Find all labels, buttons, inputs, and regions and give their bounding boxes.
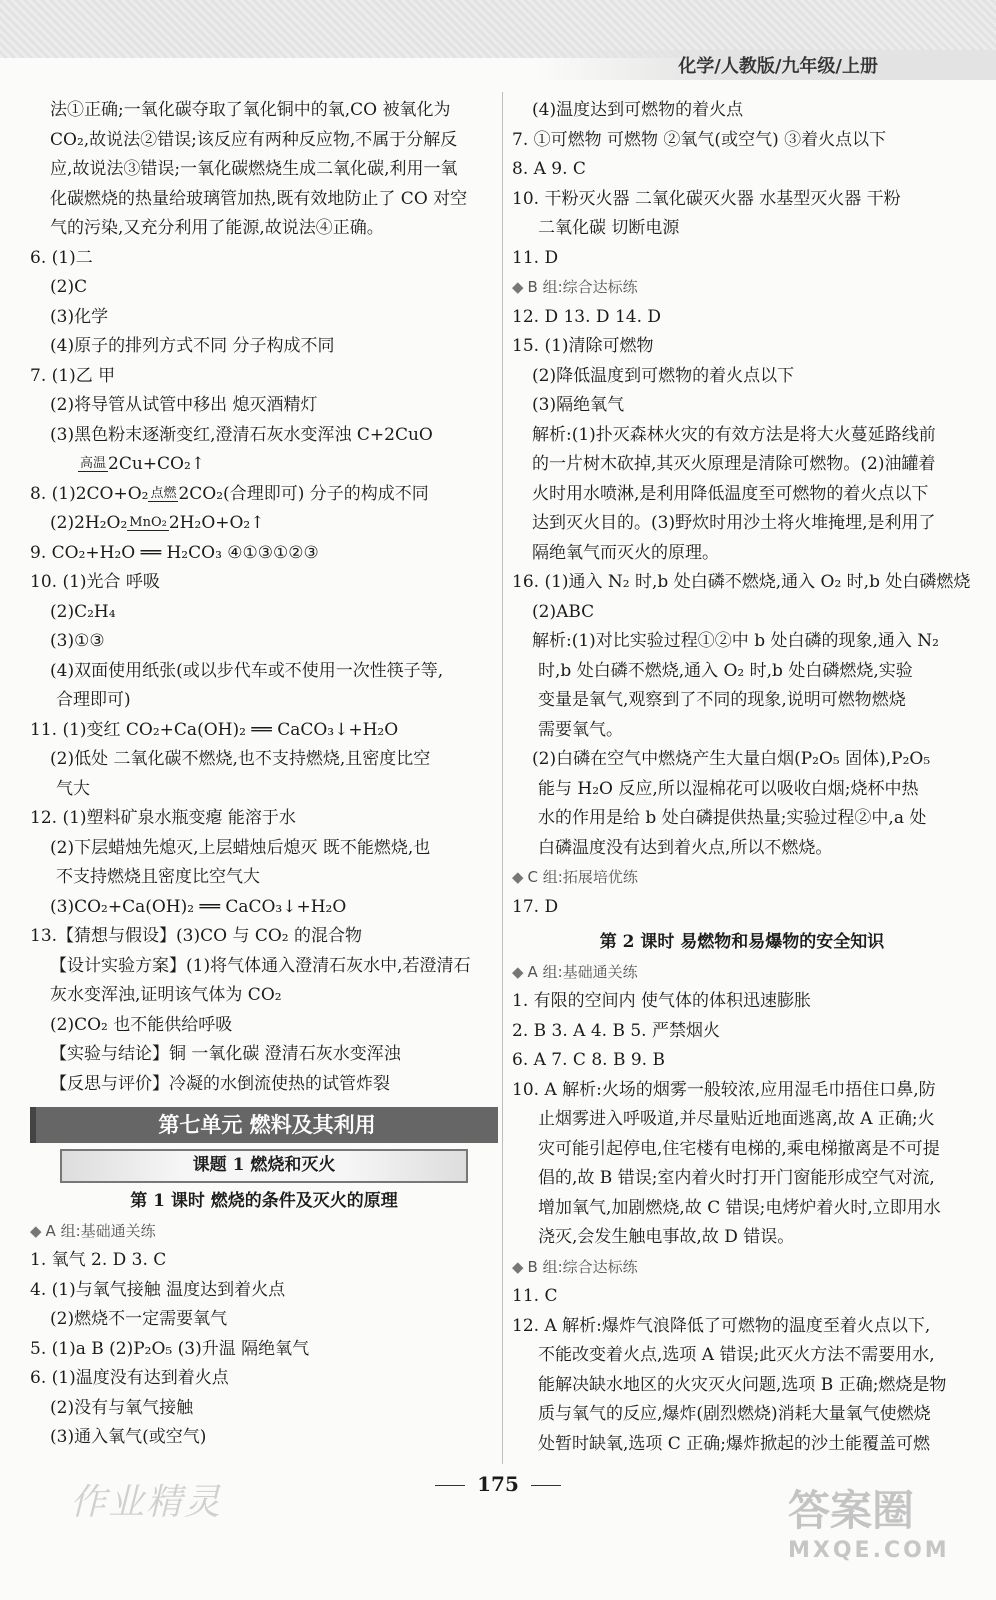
answer-line: 16. (1)通入 N₂ 时,b 处白磷不燃烧,通入 O₂ 时,b 处白磷燃烧 <box>512 572 971 592</box>
answer-line: 10. (1)光合 呼吸 <box>30 572 160 592</box>
answer-line: 能解决缺水地区的火灾灭火问题,选项 B 正确;燃烧是物 <box>538 1374 947 1395</box>
group-heading-a2: ◆ A 组:基础通关练 <box>512 962 638 981</box>
answer-line: 5. (1)a B (2)P₂O₅ (3)升温 隔绝氧气 <box>30 1338 310 1359</box>
answer-line: 二氧化碳 切断电源 <box>538 218 680 238</box>
left-answers-block-3 <box>30 1246 498 1453</box>
answer-line: (3)CO₂+Ca(OH)₂ ══ CaCO₃↓+H₂O <box>50 896 347 917</box>
right-answers-block-5 <box>512 1282 972 1459</box>
dash-left <box>435 1485 465 1486</box>
answer-line: 合理即可) <box>56 690 131 710</box>
answer-line: 13.【猜想与假设】(3)CO 与 CO₂ 的混合物 <box>30 926 363 946</box>
unit-title: 第七单元 燃料及其利用 <box>30 1107 498 1143</box>
answer-line: 应,故说法③错误;一氧化碳燃烧生成二氧化碳,利用一氧 <box>50 159 458 179</box>
answer-line: CO₂,故说法②错误;该反应有两种反应物,不属于分解反 <box>50 129 458 150</box>
equation-line-7: 高温 2Cu+CO₂↑ <box>80 454 206 474</box>
answer-line: 的一片树木砍掉,其灭火原理是清除可燃物。(2)油罐着 <box>532 454 936 474</box>
answer-line: 化碳燃烧的热量给玻璃管加热,既有效地防止了 CO 对空 <box>50 188 468 209</box>
answer-line: 灰水变浑浊,证明该气体为 CO₂ <box>50 985 282 1005</box>
right-answers-block-3 <box>512 893 972 923</box>
answer-line: 17. D <box>512 896 559 917</box>
answer-line: 【设计实验方案】(1)将气体通入澄清石灰水中,若澄清石 <box>50 955 471 976</box>
header-breadcrumb-band <box>536 50 996 80</box>
answer-line: (2)ABC <box>532 601 595 622</box>
answer-line: 4. (1)与氧气接触 温度达到着火点 <box>30 1279 286 1300</box>
dash-right <box>531 1485 561 1486</box>
answer-line: 7. (1)乙 甲 <box>30 365 116 386</box>
diamond-icon: ◆ <box>512 278 524 296</box>
answer-line: 隔绝氧气而灭火的原理。 <box>532 542 719 563</box>
answer-line: 10. 干粉灭火器 二氧化碳灭火器 水基型灭火器 干粉 <box>512 188 901 209</box>
answer-line: (3)①③ <box>50 631 105 651</box>
answer-line: 法①正确;一氧化碳夺取了氧化铜中的氧,CO 被氧化为 <box>50 100 451 120</box>
watermark-text-bottom: MXQE.COM <box>788 1538 950 1563</box>
answer-line: (3)化学 <box>50 306 109 327</box>
period-title-2: 第 2 课时 易燃物和易爆物的安全知识 <box>599 932 885 952</box>
left-answers-block-1 <box>30 96 498 450</box>
answer-line: 变量是氧气,观察到了不同的现象,说明可燃物燃烧 <box>538 690 906 710</box>
watermark-logo-left: 作业精灵 <box>70 1482 223 1523</box>
answer-line: 处暂时缺氧,选项 C 正确;爆炸掀起的沙土能覆盖可燃 <box>538 1433 930 1454</box>
group-heading-b: ◆ B 组:综合达标练 <box>512 278 638 296</box>
answer-line: (2)降低温度到可燃物的着火点以下 <box>532 365 795 386</box>
lesson-title: 课题 1 燃烧和灭火 <box>60 1149 468 1183</box>
answer-line: (2)CO₂ 也不能供给呼吸 <box>50 1014 233 1035</box>
answer-line: 12. A 解析:爆炸气浪降低了可燃物的温度至着火点以下, <box>512 1315 931 1336</box>
answer-line: 火时用水喷淋,是利用降低温度至可燃物的着火点以下 <box>532 483 929 504</box>
group-heading-c: ◆ C 组:拓展培优练 <box>512 868 638 886</box>
reaction-condition: 高温 <box>80 456 107 471</box>
watermark-text-top: 答案圈 <box>788 1486 915 1535</box>
answer-line: 11. (1)变红 CO₂+Ca(OH)₂ ══ CaCO₃↓+H₂O <box>30 719 399 740</box>
answer-line: 1. 有限的空间内 使气体的体积迅速膨胀 <box>512 991 812 1011</box>
answer-line: 质与氧气的反应,爆炸(剧烈燃烧)消耗大量氧气使燃烧 <box>538 1404 931 1424</box>
answer-line: 浇灭,会发生触电事故,故 D 错误。 <box>538 1227 795 1247</box>
answer-line: 9. CO₂+H₂O ══ H₂CO₃ ④①③①②③ <box>30 542 319 563</box>
left-column <box>30 96 498 1453</box>
answer-line: (4)双面使用纸张(或以步代车或不使用一次性筷子等, <box>50 660 444 681</box>
answer-line: 白磷温度没有达到着火点,所以不燃烧。 <box>538 837 833 858</box>
diamond-icon: ◆ <box>512 868 524 886</box>
answer-line: (3)隔绝氧气 <box>532 395 625 415</box>
answer-line: 止烟雾进入呼吸道,并尽量贴近地面逃离,故 A 正确;火 <box>538 1109 935 1129</box>
answer-line: 【实验与结论】铜 一氧化碳 澄清石灰水变浑浊 <box>50 1044 401 1064</box>
answer-line: (2)下层蜡烛先熄灭,上层蜡烛后熄灭 既不能燃烧,也 <box>50 837 431 858</box>
left-answers-block-2 <box>30 539 498 1100</box>
answer-line: (2)C₂H₄ <box>50 601 116 622</box>
answer-line: (2)C <box>50 277 88 297</box>
answer-line: 能与 H₂O 反应,所以湿棉花可以吸收白烟;烧杯中热 <box>538 778 919 799</box>
answer-line: 不能改变着火点,选项 A 错误;此灭火方法不需要用水, <box>538 1345 935 1365</box>
reaction-condition: MnO₂ <box>129 515 167 530</box>
equation-line-8a: 8. (1)2CO+O₂ 点燃 2CO₂(合理即可) 分子的构成不同 <box>30 483 429 504</box>
answer-line: 时,b 处白磷不燃烧,通入 O₂ 时,b 处白磷燃烧,实验 <box>538 660 913 681</box>
answer-line: 灾可能引起停电,住宅楼有电梯的,乘电梯撤离是不可提 <box>538 1138 940 1159</box>
answer-line: 气大 <box>56 778 90 799</box>
right-answers-block-4 <box>512 987 972 1253</box>
answer-line: 6. A 7. C 8. B 9. B <box>512 1050 665 1070</box>
answer-line: (2)将导管从试管中移出 熄灭酒精灯 <box>50 395 318 415</box>
group-heading-a: ◆ A 组:基础通关练 <box>30 1221 156 1240</box>
right-answers-block-2 <box>512 303 972 864</box>
answer-line: 11. D <box>512 247 559 268</box>
answer-line: (3)通入氧气(或空气) <box>50 1427 207 1447</box>
reaction-condition: 点燃 <box>150 485 177 501</box>
answer-line: 7. ①可燃物 可燃物 ②氧气(或空气) ③着火点以下 <box>512 129 887 150</box>
answer-line: 6. (1)二 <box>30 247 93 268</box>
answer-line: (2)没有与氧气接触 <box>50 1397 194 1418</box>
answer-line: 2. B 3. A 4. B 5. 严禁烟火 <box>512 1020 720 1041</box>
diamond-icon: ◆ <box>512 1257 524 1276</box>
answer-line: 12. (1)塑料矿泉水瓶变瘪 能溶于水 <box>30 808 296 828</box>
column-divider <box>502 92 503 1464</box>
answer-line: 需要氧气。 <box>538 719 623 740</box>
answer-line: 15. (1)清除可燃物 <box>512 336 654 356</box>
diamond-icon: ◆ <box>30 1221 42 1240</box>
group-heading-b2: ◆ B 组:综合达标练 <box>512 1257 638 1276</box>
page-number: 175 <box>0 1472 996 1496</box>
equation-line-8b: (2)2H₂O₂ MnO₂ 2H₂O+O₂↑ <box>50 513 265 533</box>
answer-line: 解析:(1)扑灭森林火灾的有效方法是将大火蔓延路线前 <box>532 424 936 445</box>
answer-line: 水的作用是给 b 处白磷提供热量;实验过程②中,a 处 <box>538 808 927 828</box>
answer-line: 增加氧气,加剧燃烧,故 C 错误;电烤炉着火时,立即用水 <box>538 1197 941 1218</box>
breadcrumb: 化学/人教版/九年级/上册 <box>678 56 878 77</box>
answer-line: (3)黑色粉末逐渐变红,澄清石灰水变浑浊 C+2CuO <box>50 424 433 445</box>
answer-line: 倡的,故 B 错误;室内着火时打开门窗能形成空气对流, <box>538 1168 935 1188</box>
answer-line: 12. D 13. D 14. D <box>512 306 662 327</box>
answer-line: 10. A 解析:火场的烟雾一般较浓,应用湿毛巾捂住口鼻,防 <box>512 1079 936 1100</box>
answer-line: (2)燃烧不一定需要氧气 <box>50 1309 228 1329</box>
answer-line: (2)低处 二氧化碳不燃烧,也不支持燃烧,且密度比空 <box>50 749 431 769</box>
right-answers-block-1 <box>512 96 972 273</box>
answer-line: 解析:(1)对比实验过程①②中 b 处白磷的现象,通入 N₂ <box>532 631 939 651</box>
answer-line: 6. (1)温度没有达到着火点 <box>30 1368 229 1388</box>
answer-line: 8. A 9. C <box>512 159 586 179</box>
answer-line: 气的污染,又充分利用了能源,故说法④正确。 <box>50 218 384 238</box>
answer-line: 【反思与评价】冷凝的水倒流使热的试管炸裂 <box>50 1073 390 1094</box>
period-title: 第 1 课时 燃烧的条件及灭火的原理 <box>130 1191 398 1211</box>
answer-line: 11. C <box>512 1286 558 1306</box>
answer-line: (4)原子的排列方式不同 分子构成不同 <box>50 336 335 356</box>
right-column <box>512 96 972 1459</box>
answer-line: (4)温度达到可燃物的着火点 <box>532 100 744 120</box>
answer-line: 不支持燃烧且密度比空气大 <box>56 867 260 887</box>
watermark-logo-right <box>788 1478 974 1588</box>
answer-line: (2)白磷在空气中燃烧产生大量白烟(P₂O₅ 固体),P₂O₅ <box>532 749 931 769</box>
answer-line: 达到灭火目的。(3)野炊时用沙土将火堆掩埋,是利用了 <box>532 513 936 533</box>
diamond-icon: ◆ <box>512 962 524 981</box>
answer-line: 1. 氧气 2. D 3. C <box>30 1250 167 1270</box>
